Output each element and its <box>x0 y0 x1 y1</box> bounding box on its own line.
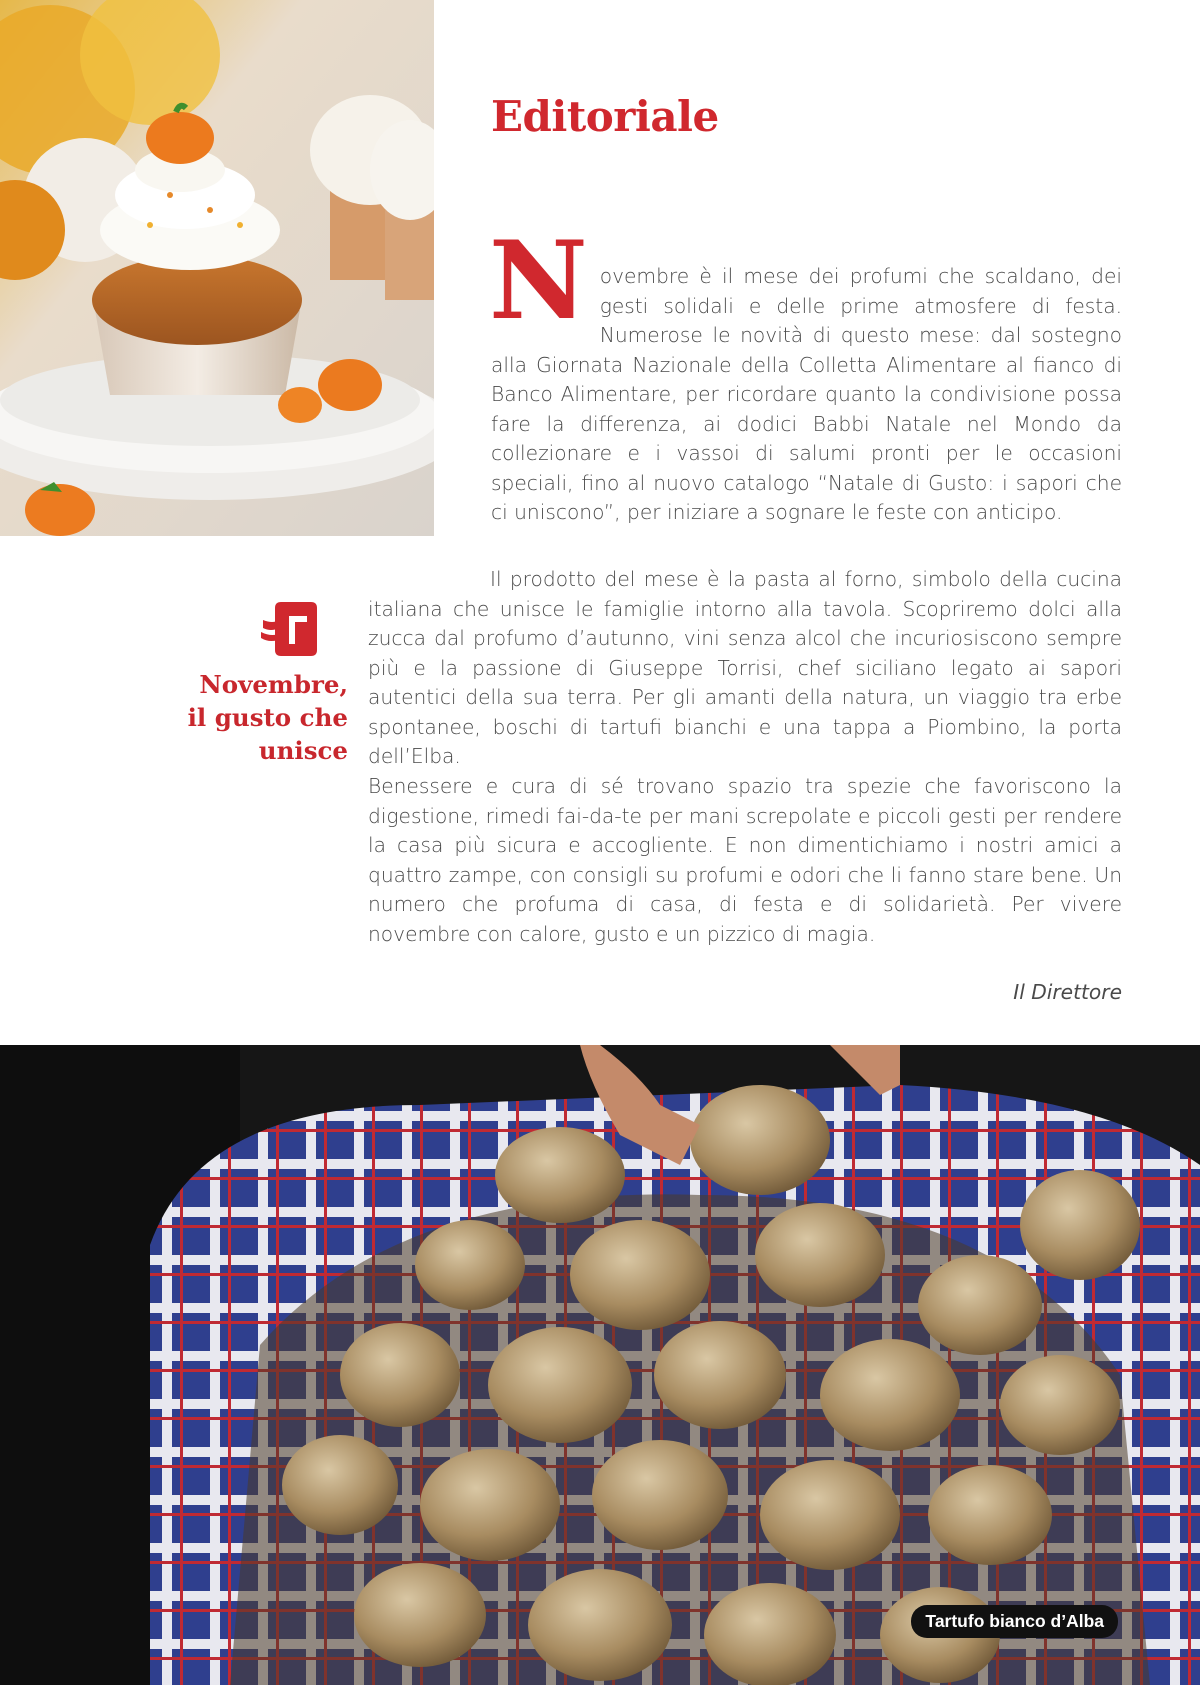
paragraph-1-text: ovembre è il mese dei profumi che scaldano, dei gesti solidali e delle prime atmosfere di festa. Numerose le novità di questo mese: dal sostegno alla Giornata Nazionale della Colletta Alimentare al fianco di Banco Alimentare, per ricordare quanto la condivisione possa fare la differenza, ai dodici Babbi Natale nel Mondo da collezionare e i vassoi di salumi pronti per le occasioni speciali, fino al nuovo catalogo “Natale di Gusto: i sapori che ci uniscono”, per iniziare a sognare le feste con anticipo. <box>491 264 1122 524</box>
editorial-paragraph-1 <box>489 218 1122 528</box>
truffles-photo <box>0 1045 1200 1685</box>
side-quote-line: Novembre, <box>199 670 348 699</box>
editorial-title: Editoriale <box>491 92 719 141</box>
cupcake-photo <box>0 0 434 536</box>
side-quote <box>128 668 348 767</box>
side-quote-line: unisce <box>258 736 348 765</box>
signature: Il Direttore <box>1013 980 1122 1004</box>
editorial-paragraph-3: Benessere e cura di sé trovano spazio tra spezie che favoriscono la digestione, rimedi fai-da-te per mani screpolate e piccoli gesti per rendere la casa più sicura e accogliente. E non dimentichiamo i nostri amici a quattro zampe, con consigli su profumi e odori che li fanno stare bene. Un numero che profuma di casa, di festa e di solidarietà. Per vivere novembre con calore, gusto e un pizzico di magia. <box>368 774 1122 946</box>
editorial-paragraph-2: Il prodotto del mese è la pasta al forno, simbolo della cucina italiana che unisce le famiglie intorno alla tavola. Scopriremo dolci alla zucca dal profumo d’autunno, vini senza alcol che incuriosiscono sempre più e la passione di Giuseppe Torrisi, chef siciliano legato ai sapori autentici della sua terra. Per gli amanti della natura, un viaggio tra erbe spontanee, boschi di tartufi bianchi e una tappa a Piombino, la porta dell’Elba. <box>368 567 1122 768</box>
side-quote-line: il gusto che <box>187 703 348 732</box>
photo-caption: Tartufo bianco d’Alba <box>911 1605 1118 1638</box>
dropcap-letter: N <box>489 218 588 344</box>
brand-logo-icon <box>259 598 323 658</box>
